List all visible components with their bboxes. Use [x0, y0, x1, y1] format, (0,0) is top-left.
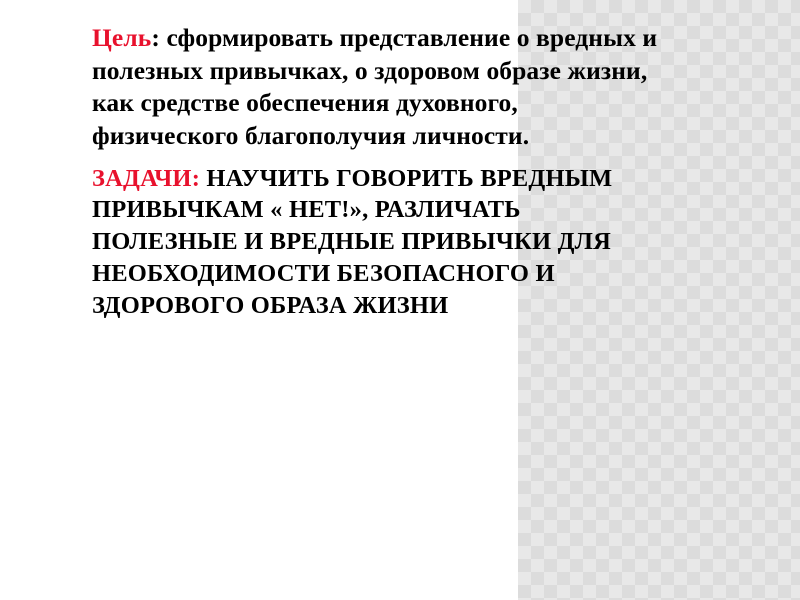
- tasks-text: НАУЧИТЬ ГОВОРИТЬ ВРЕДНЫМ ПРИВЫЧКАМ « НЕТ!», РАЗЛИЧАТЬ ПОЛЕЗНЫЕ И ВРЕДНЫЕ ПРИВЫЧКИ ДЛЯ НЕОБХОДИМОСТИ БЕЗОПАСНОГО И ЗДОРОВОГО ОБРАЗА ЖИЗНИ: [92, 164, 613, 319]
- tasks-keyword: ЗАДАЧИ:: [92, 164, 201, 192]
- goal-keyword: Цель: [92, 23, 152, 52]
- tasks-paragraph: [92, 163, 662, 322]
- goal-paragraph: [92, 22, 662, 153]
- goal-text: сформировать представление о вредных и полезных привычках, о здоровом образе жизни, как средстве обеспечения духовного, физического благополучия личности.: [92, 23, 658, 150]
- slide-content: [92, 22, 662, 322]
- goal-separator: :: [151, 23, 167, 52]
